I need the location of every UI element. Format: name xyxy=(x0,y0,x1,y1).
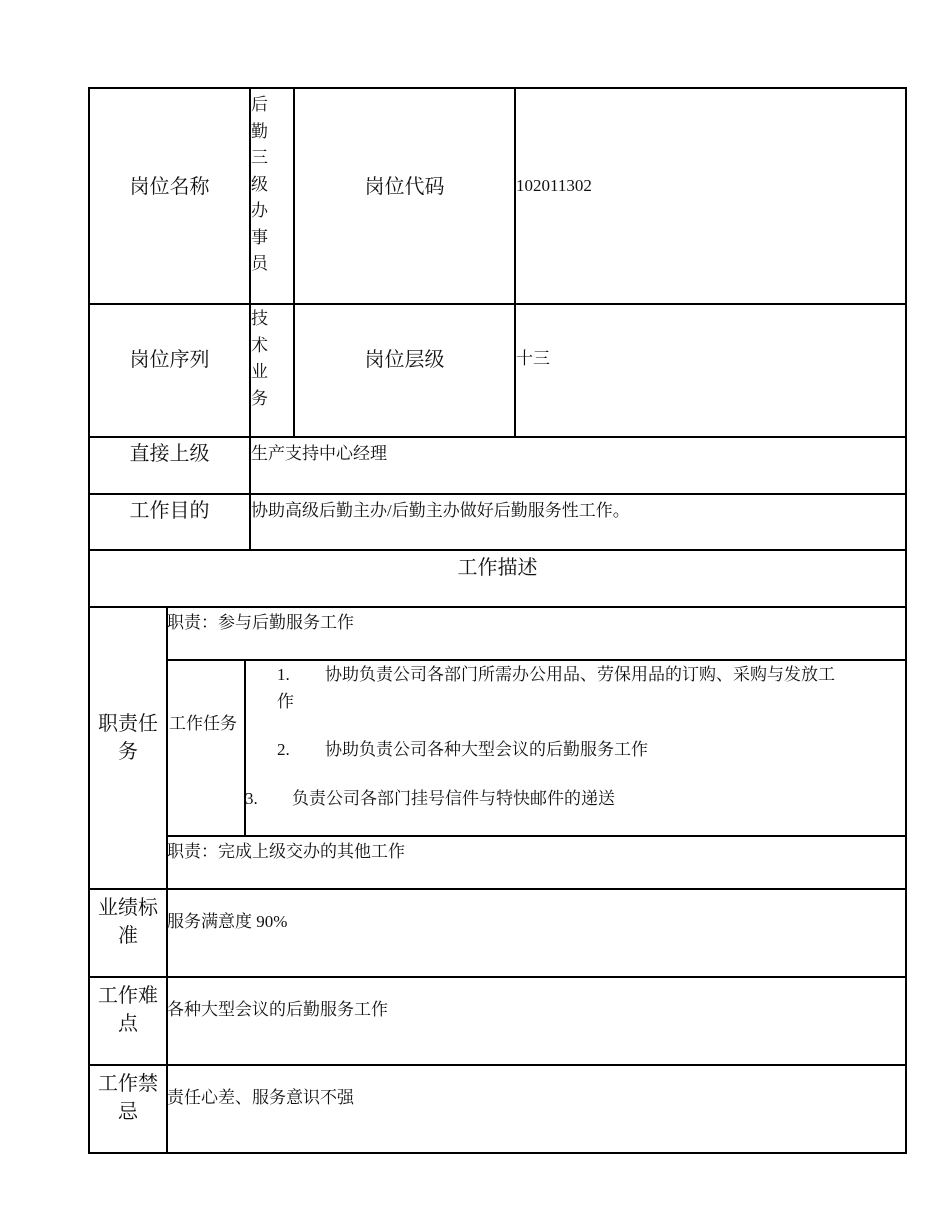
direct-superior-value: 生产支持中心经理 xyxy=(251,444,387,463)
work-purpose-label: 工作目的 xyxy=(129,498,210,522)
task-3-text: 负责公司各部门挂号信件与特快邮件的递送 xyxy=(292,789,615,808)
work-taboo-label: 工作禁忌 xyxy=(98,1071,158,1123)
direct-superior-label: 直接上级 xyxy=(129,441,210,465)
work-difficulty-value: 各种大型会议的后勤服务工作 xyxy=(167,1000,388,1019)
duties-tasks-label: 职责任务 xyxy=(98,711,158,763)
position-code-label: 岗位代码 xyxy=(364,174,445,198)
position-name-value: 后勤三级办事员 xyxy=(251,95,268,274)
task-1-text: 协助负责公司各部门所需办公用品、劳保用品的订购、采购与发放工 xyxy=(325,665,835,684)
position-sequence-value: 技术业务 xyxy=(251,309,268,409)
task-2-number: 2. xyxy=(277,740,290,759)
duty-2: 职责：完成上级交办的其他工作 xyxy=(167,842,405,861)
work-tasks-label: 工作任务 xyxy=(169,714,237,734)
work-purpose-value: 协助高级后勤主办/后勤主办做好后勤服务性工作。 xyxy=(251,501,630,520)
task-3-number: 3. xyxy=(245,789,258,808)
work-difficulty-label: 工作难点 xyxy=(98,983,158,1035)
position-level-value: 十三 xyxy=(516,349,550,368)
work-taboo-value: 责任心差、服务意识不强 xyxy=(167,1088,354,1107)
performance-standard-label: 业绩标准 xyxy=(98,895,158,947)
duty-1: 职责：参与后勤服务工作 xyxy=(167,613,354,632)
task-1-number: 1. xyxy=(277,665,290,684)
position-code-value: 102011302 xyxy=(516,176,592,195)
position-name-label: 岗位名称 xyxy=(129,174,210,198)
task-2-text: 协助负责公司各种大型会议的后勤服务工作 xyxy=(325,740,648,759)
task-1-text-cont: 作 xyxy=(277,692,294,711)
work-description-header: 工作描述 xyxy=(457,555,538,579)
position-sequence-label: 岗位序列 xyxy=(129,347,210,371)
position-level-label: 岗位层级 xyxy=(364,347,445,371)
performance-standard-value: 服务满意度 90% xyxy=(167,912,288,931)
